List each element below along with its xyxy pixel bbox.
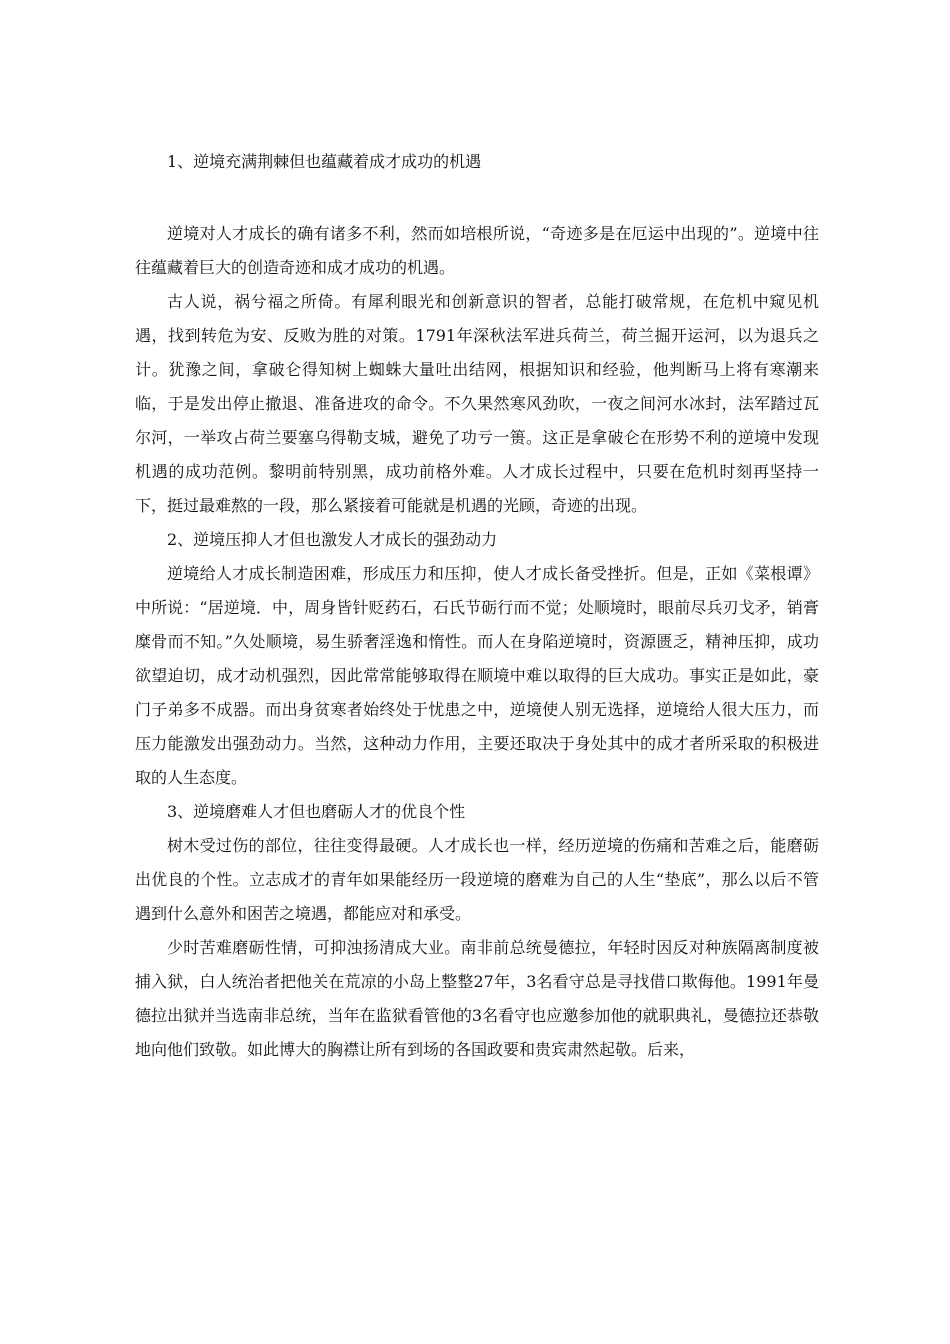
paragraph: 逆境给人才成长制造困难，形成压力和压抑，使人才成长备受挫折。但是，正如《菜根谭》中所说：“居逆境．中，周身皆针贬药石，石氏节砺行而不觉；处顺境时，眼前尽兵刃戈矛，销膏糜骨而不知。”久处顺境，易生骄奢淫逸和惰性。而人在身陷逆境时，资源匮乏，精神压抑，成功欲望迫切，成才动机强烈，因此常常能够取得在顺境中难以取得的巨大成功。事实正是如此，豪门子弟多不成器。而出身贫寒者始终处于忧患之中，逆境使人别无选择，逆境给人很大压力，而压力能激发出强劲动力。当然，这种动力作用，主要还取决于身处其中的成才者所采取的积极进取的人生态度。 xyxy=(135,564,819,787)
section-heading-3: 3、逆境磨难人才但也磨砺人才的优良个性 xyxy=(167,802,466,821)
paragraph: 古人说，祸兮福之所倚。有犀利眼光和创新意识的智者，总能打破常规，在危机中窥见机遇，找到转危为安、反败为胜的对策。1791年深秋法军进兵荷兰，荷兰掘开运河，以为退兵之计。犹豫之间，拿破仑得知树上蜘蛛大量吐出结网，根据知识和经验，他判断马上将有寒潮来临，于是发出停止撤退、准备进攻的命令。不久果然寒风劲吹，一夜之间河水冰封，法军踏过瓦尔河，一举攻占荷兰要塞乌得勒支城，避免了功亏一篑。这正是拿破仑在形势不利的逆境中发现机遇的成功范例。黎明前特别黑，成功前格外难。人才成长过程中，只要在危机时刻再坚持一下，挺过最难熬的一段，那么紧接着可能就是机遇的光顾，奇迹的出现。 xyxy=(135,292,819,515)
document-body xyxy=(135,145,819,1067)
section-heading-2: 2、逆境压抑人才但也激发人才成长的强劲动力 xyxy=(167,530,498,549)
paragraph: 树木受过伤的部位，往往变得最硬。人才成长也一样，经历逆境的伤痛和苦难之后，能磨砺出优良的个性。立志成才的青年如果能经历一段逆境的磨难为自己的人生“垫底”，那么以后不管遇到什么意外和困苦之境遇，都能应对和承受。 xyxy=(135,836,819,923)
paragraph: 逆境对人才成长的确有诸多不利，然而如培根所说，“奇迹多是在厄运中出现的”。逆境中往往蕴藏着巨大的创造奇迹和成才成功的机遇。 xyxy=(135,224,819,277)
section-heading-1: 1、逆境充满荆棘但也蕴藏着成才成功的机遇 xyxy=(167,152,482,171)
paragraph: 少时苦难磨砺性情，可抑浊扬清成大业。南非前总统曼德拉，年轻时因反对种族隔离制度被捕入狱，白人统治者把他关在荒凉的小岛上整整27年，3名看守总是寻找借口欺侮他。1991年曼德拉出狱并当选南非总统，当年在监狱看管他的3名看守也应邀参加他的就职典礼，曼德拉还恭敬地向他们致敬。如此博大的胸襟让所有到场的各国政要和贵宾肃然起敬。后来， xyxy=(135,938,819,1059)
